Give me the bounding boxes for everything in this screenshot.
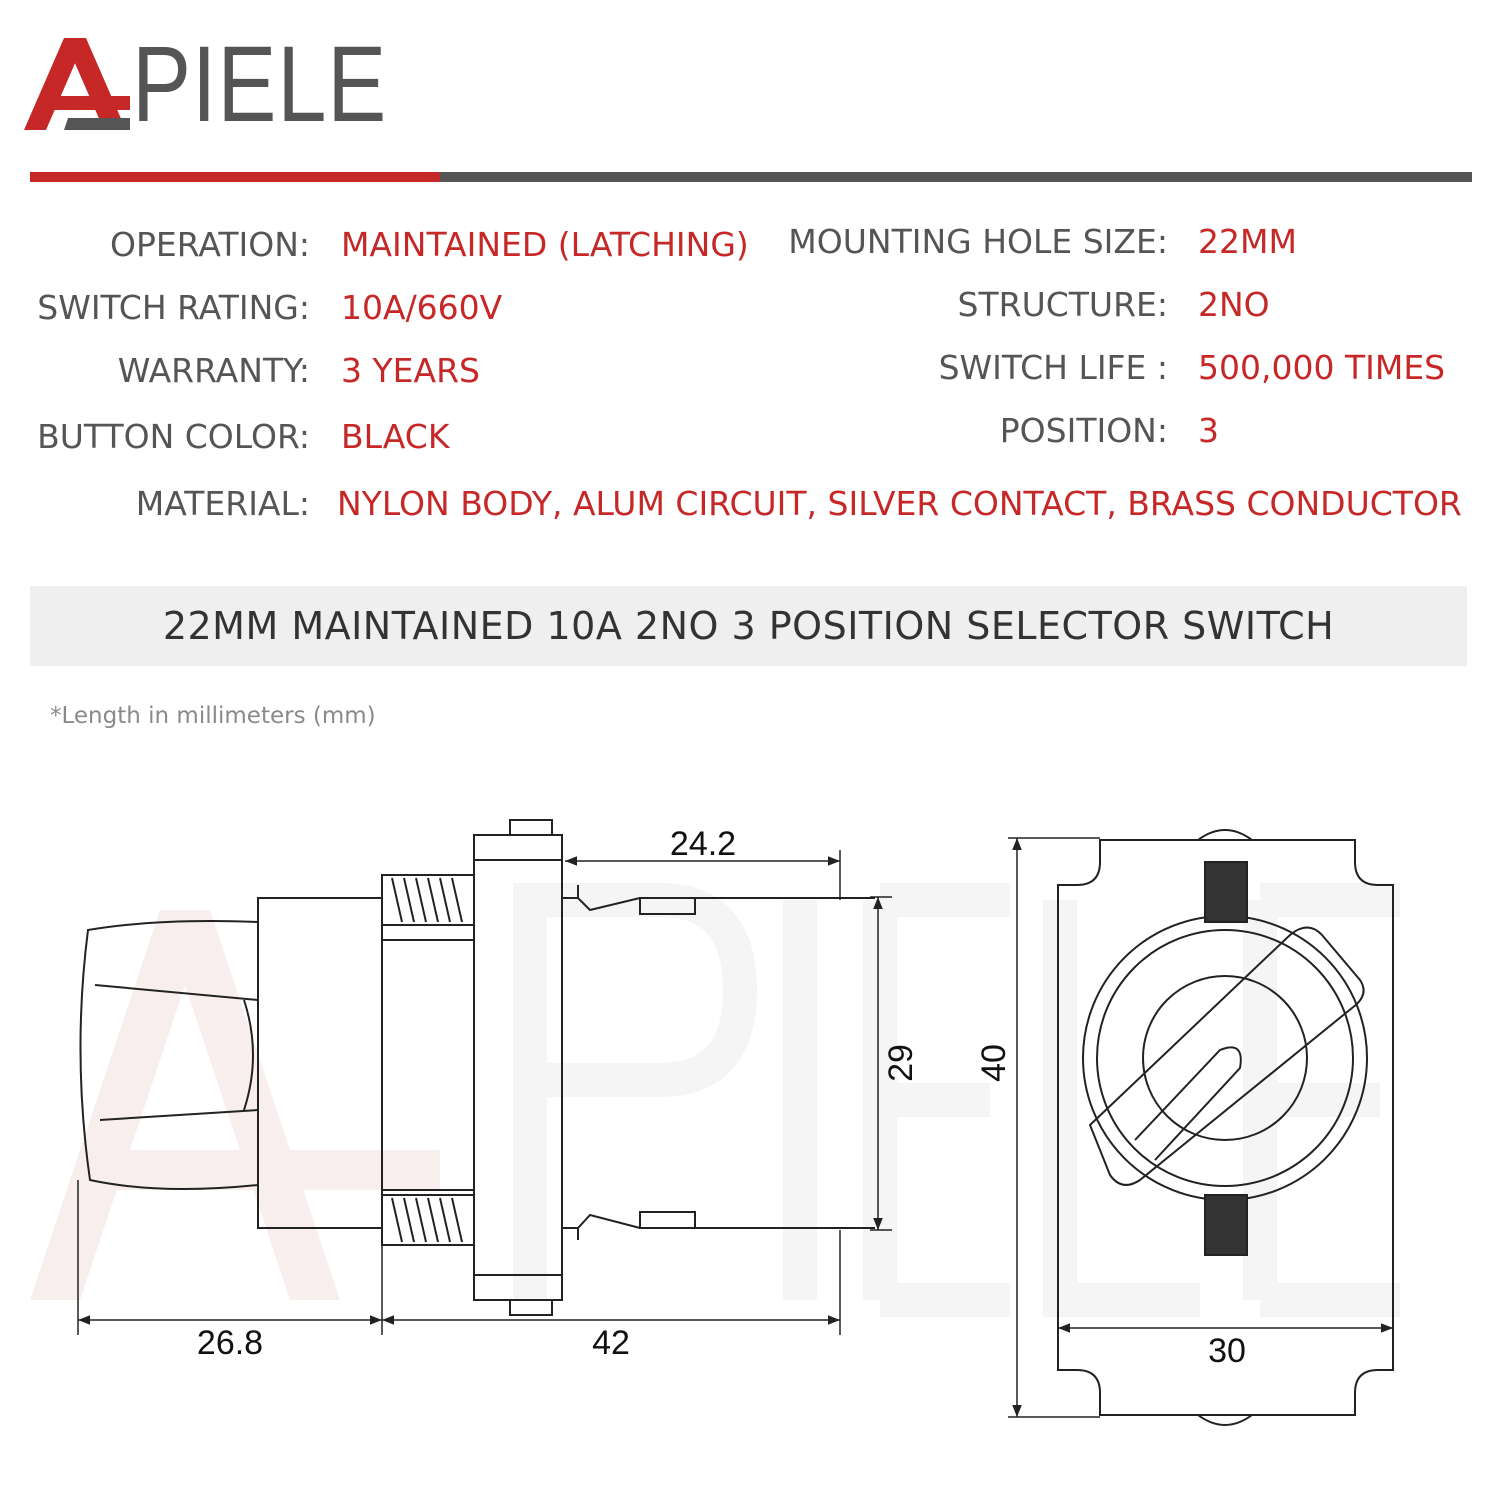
- dim-label-40: 40: [975, 1044, 1013, 1082]
- spec-label-switch-life: SWITCH LIFE :: [938, 348, 1168, 387]
- spec-label-operation: OPERATION:: [110, 225, 310, 264]
- spec-value-operation: MAINTAINED (LATCHING): [341, 225, 749, 264]
- units-note: *Length in millimeters (mm): [50, 703, 376, 729]
- spec-value-structure: 2NO: [1198, 285, 1270, 324]
- logo-text: PIELE: [132, 23, 388, 144]
- dim-label-24-2: 24.2: [669, 825, 737, 863]
- spec-label-mounting-hole: MOUNTING HOLE SIZE:: [788, 222, 1168, 261]
- dim-label-30: 30: [1208, 1332, 1246, 1370]
- spec-value-position: 3: [1198, 411, 1219, 450]
- dim-label-42: 42: [592, 1324, 630, 1362]
- product-title: 22MM MAINTAINED 10A 2NO 3 POSITION SELECTOR SWITCH: [162, 604, 1335, 648]
- spec-value-button-color: BLACK: [341, 417, 450, 456]
- side-view: [80, 820, 875, 1315]
- dim-label-26-8: 26.8: [196, 1324, 264, 1362]
- spec-label-button-color: BUTTON COLOR:: [37, 417, 310, 456]
- spec-value-switch-rating: 10A/660V: [341, 288, 503, 327]
- dim-label-29: 29: [882, 1044, 920, 1082]
- spec-value-mounting-hole: 22MM: [1198, 222, 1297, 261]
- spec-label-switch-rating: SWITCH RATING:: [37, 288, 310, 327]
- watermark-logo: [30, 900, 1400, 1300]
- spec-value-material: NYLON BODY, ALUM CIRCUIT, SILVER CONTACT, BRASS CONDUCTOR: [337, 484, 1462, 523]
- spec-value-warranty: 3 YEARS: [341, 351, 480, 390]
- spec-label-warranty: WARRANTY:: [117, 351, 310, 390]
- spec-label-material: MATERIAL:: [135, 484, 310, 523]
- spec-label-position: POSITION:: [999, 411, 1168, 450]
- spec-value-switch-life: 500,000 TIMES: [1198, 348, 1446, 387]
- spec-label-structure: STRUCTURE:: [957, 285, 1168, 324]
